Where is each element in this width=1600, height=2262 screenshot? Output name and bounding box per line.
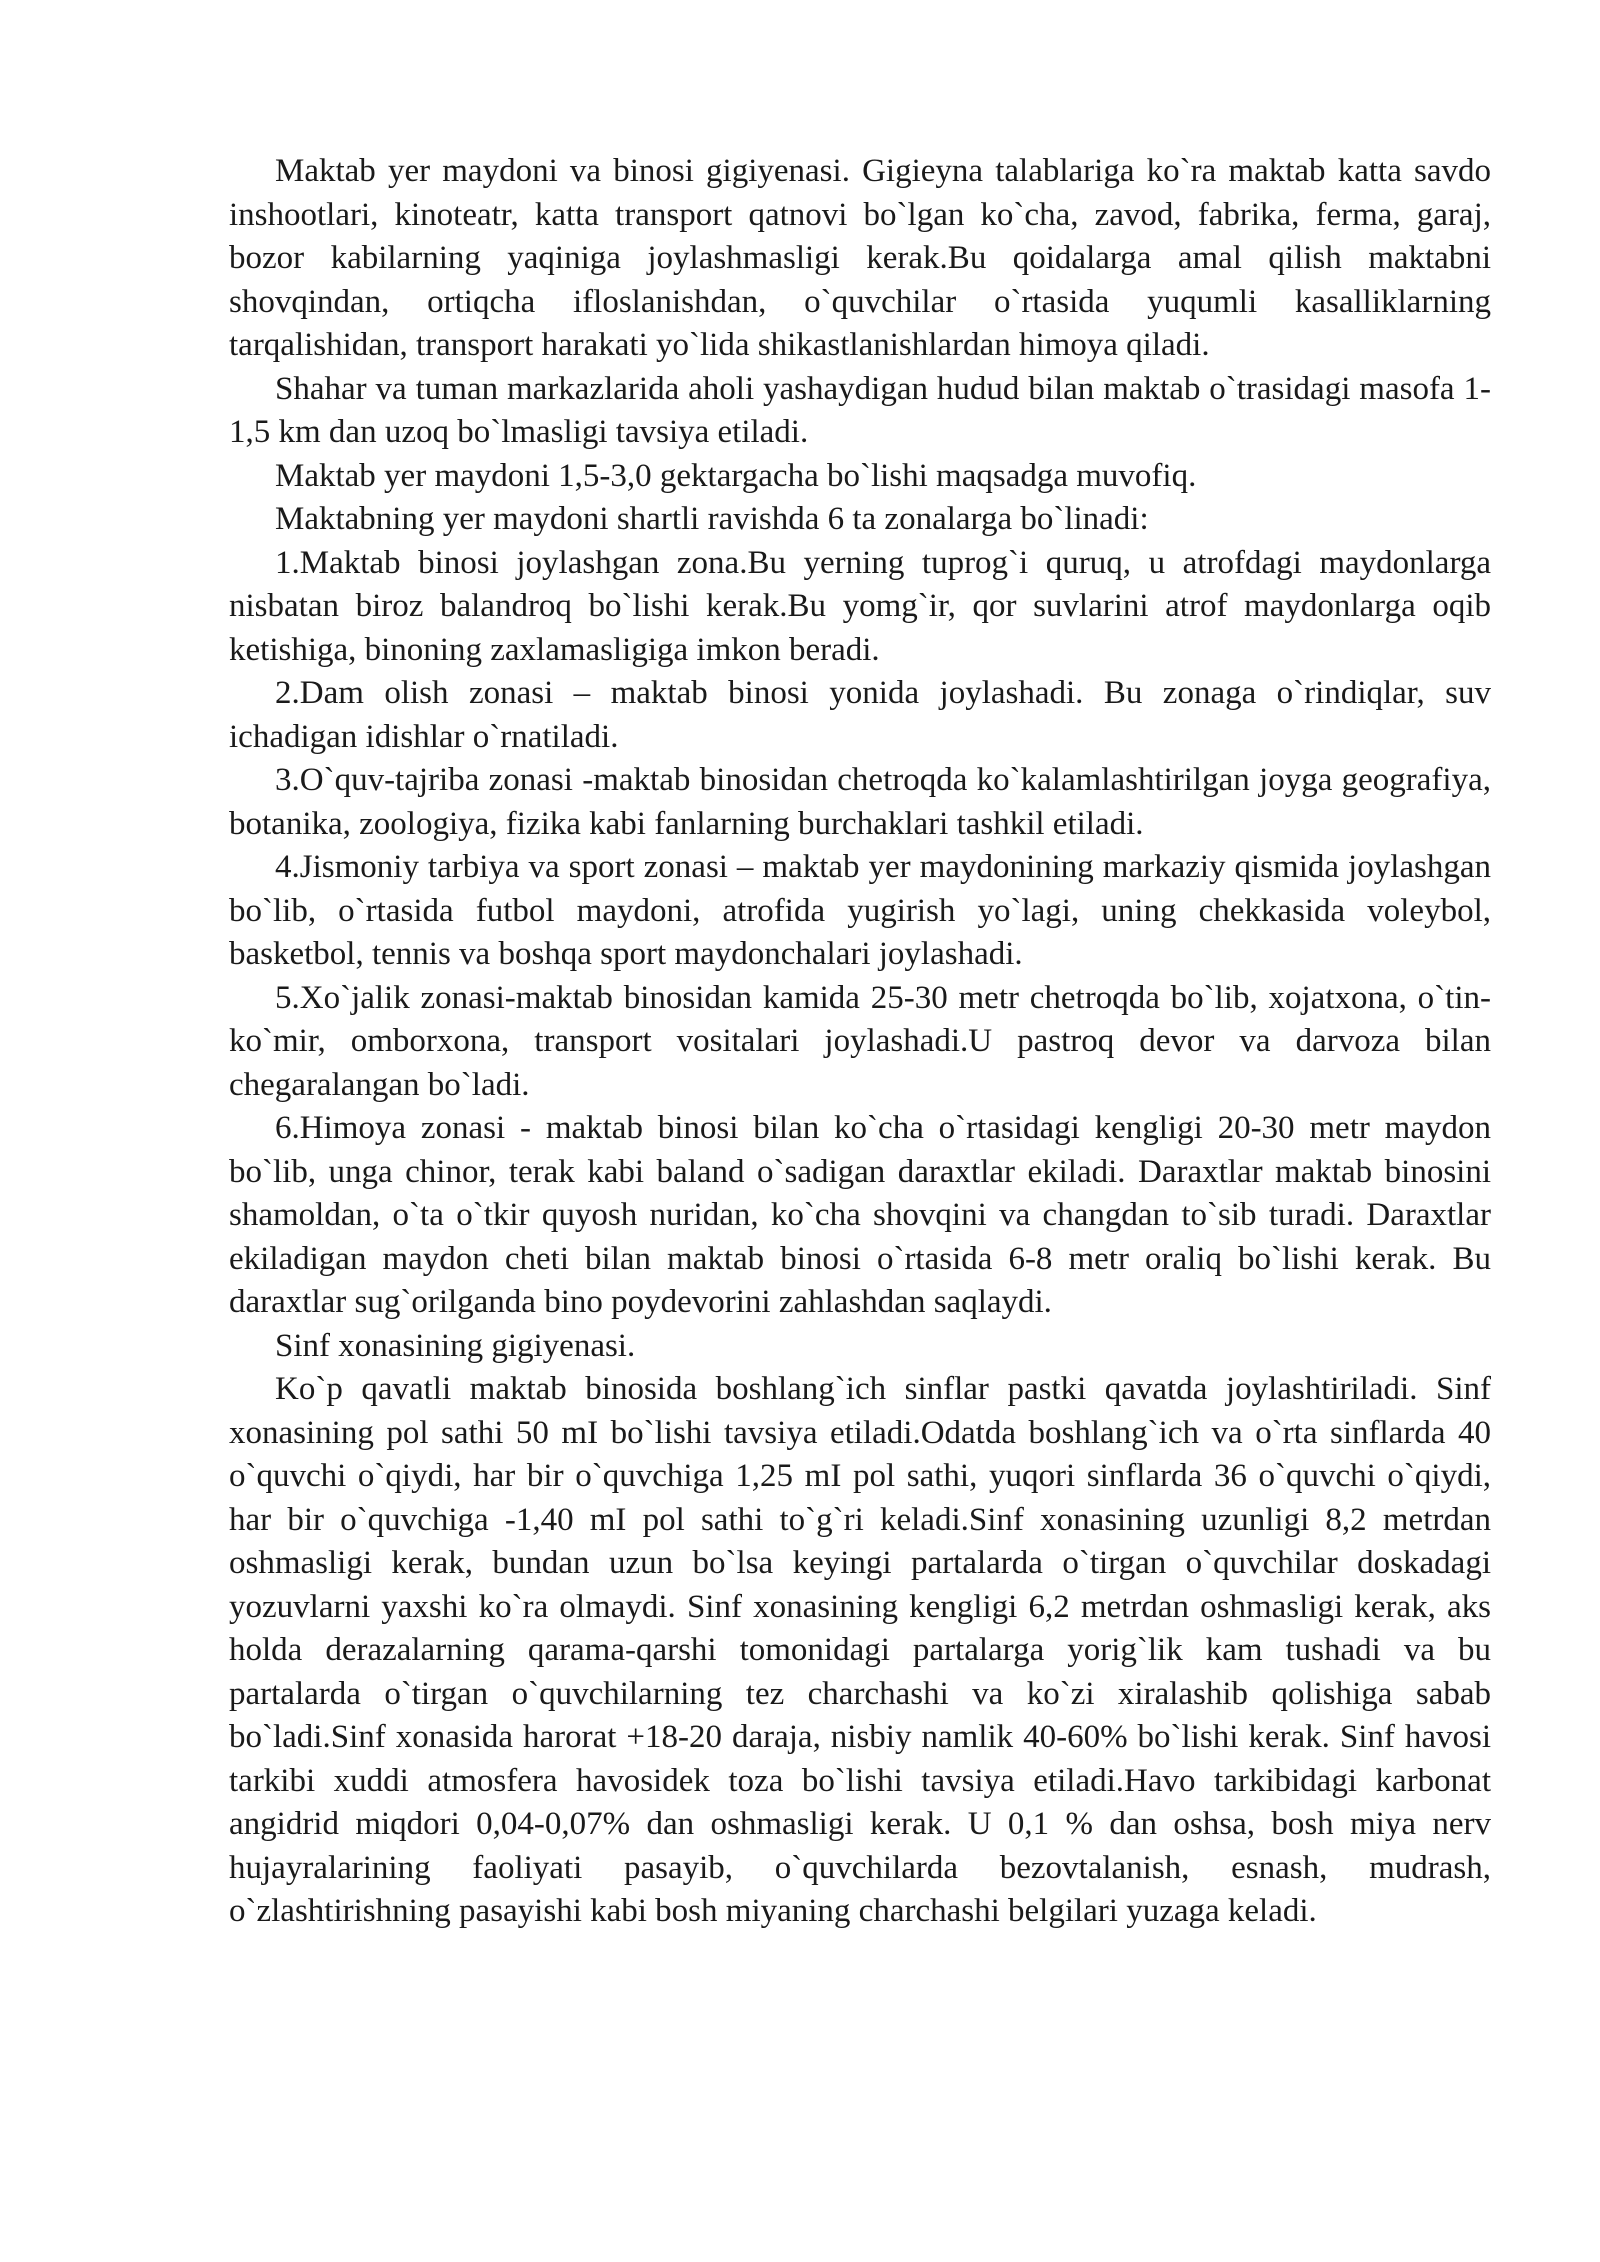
paragraph-zone-4: 4.Jismoniy tarbiya va sport zonasi – maktab yer maydonining markaziy qismida joylashgan bo`lib, o`rtasida futbol maydoni, atrofida yugirish yo`lagi, uning chekkasida voleybol, basketbol, tennis va boshqa sport maydonchalari joylashadi. (229, 849, 1491, 972)
paragraph-zones-intro: Maktabning yer maydoni shartli ravishda 6 ta zonalarga bo`linadi: (275, 501, 1149, 537)
paragraph-classroom-hygiene: Ko`p qavatli maktab binosida boshlang`ich sinflar pastki qavatda joylashtiriladi. Sinf xonasining pol sathi 50 mI bo`lishi tavsiya etiladi.Odatda boshlang`ich va o`rta sinflarda 40 o`quvchi o`qiydi, har bir o`quvchiga 1,25 mI pol sathi, yuqori sinflarda 36 o`quvchi o`qiydi, har bir o`quvchiga -1,40 mI pol sathi to`g`ri keladi.Sinf xonasining uzunligi 8,2 metrdan oshmasligi kerak, bundan uzun bo`lsa keyingi partalarda o`tirgan o`quvchilar doskadagi yozuvlarni yaxshi ko`ra olmaydi. Sinf xonasining kengligi 6,2 metrdan oshmasligi kerak, aks holda derazalarning qarama-qarshi tomonidagi partalarga yorig`lik kam tushadi va bu partalarda o`tirgan o`quvchilarning tez charchashi va ko`zi xiralashib qolishiga sabab bo`ladi.Sinf xonasida harorat +18-20 daraja, nisbiy namlik 40-60% bo`lishi kerak. Sinf havosi tarkibi xuddi atmosfera havosidek toza bo`lishi tavsiya etiladi.Havo tarkibidagi karbonat angidrid miqdori 0,04-0,07% dan oshmasligi kerak. U 0,1 % dan oshsa, bosh miya nerv hujayralarining faoliyati pasayib, o`quvchilarda bezovtalanish, esnash, mudrash, o`zlashtirishning pasayishi kabi bosh miyaning charchashi belgilari yuzaga keladi. (229, 1371, 1491, 1929)
paragraph-distance: Shahar va tuman markazlarida aholi yashaydigan hudud bilan maktab o`trasidagi masofa 1-1,5 km dan uzoq bo`lmasligi tavsiya etiladi. (229, 370, 1491, 450)
paragraph-zone-2: 2.Dam olish zonasi – maktab binosi yonida joylashadi. Bu zonaga o`rindiqlar, suv ichadigan idishlar o`rnatiladi. (229, 675, 1491, 755)
paragraph-zone-5: 5.Xo`jalik zonasi-maktab binosidan kamida 25-30 metr chetroqda bo`lib, xojatxona, o`tin-ko`mir, omborxona, transport vositalari joylashadi.U pastroq devor va darvoza bilan chegaralangan bo`ladi. (229, 979, 1491, 1103)
paragraph-classroom-heading: Sinf xonasining gigiyenasi. (275, 1327, 636, 1364)
paragraph-area-size: Maktab yer maydoni 1,5-3,0 gektargacha bo`lishi maqsadga muvofiq. (275, 457, 1197, 494)
document-page (229, 150, 1491, 1934)
paragraph-school-grounds-hygiene: Maktab yer maydoni va binosi gigiyenasi. Gigieyna talablariga ko`ra maktab katta savdo inshootlari, kinoteatr, katta transport qatnovi bo`lgan ko`cha, zavod, fabrika, ferma, garaj, bozor kabilarning yaqiniga joylashmasligi kerak.Bu qoidalarga amal qilish maktabni shovqindan, ortiqcha ifloslanishdan, o`quvchilar o`rtasida yuqumli kasalliklarning tarqalishidan, transport harakati yo`lida shikastlanishlardan himoya qiladi. (229, 153, 1491, 363)
paragraph-zone-6: 6.Himoya zonasi - maktab binosi bilan ko`cha o`rtasidagi kengligi 20-30 metr maydon bo`lib, unga chinor, terak kabi baland o`sadigan daraxtlar ekiladi. Daraxtlar maktab binosini shamoldan, o`ta o`tkir quyosh nuridan, ko`cha shovqini va changdan to`sib turadi. Daraxtlar ekiladigan maydon cheti bilan maktab binosi o`rtasida 6-8 metr oraliq bo`lishi kerak. Bu daraxtlar sug`orilganda bino poydevorini zahlashdan saqlaydi. (229, 1110, 1491, 1320)
paragraph-zone-1: 1.Maktab binosi joylashgan zona.Bu yerning tuprog`i quruq, u atrofdagi maydonlarga nisbatan biroz balandroq bo`lishi kerak.Bu yomg`ir, qor suvlarini atrof maydonlarga oqib ketishiga, binoning zaxlamasligiga imkon beradi. (229, 544, 1491, 668)
paragraph-zone-3: 3.O`quv-tajriba zonasi -maktab binosidan chetroqda ko`kalamlashtirilgan joyga geografiya, botanika, zoologiya, fizika kabi fanlarning burchaklari tashkil etiladi. (229, 762, 1491, 842)
